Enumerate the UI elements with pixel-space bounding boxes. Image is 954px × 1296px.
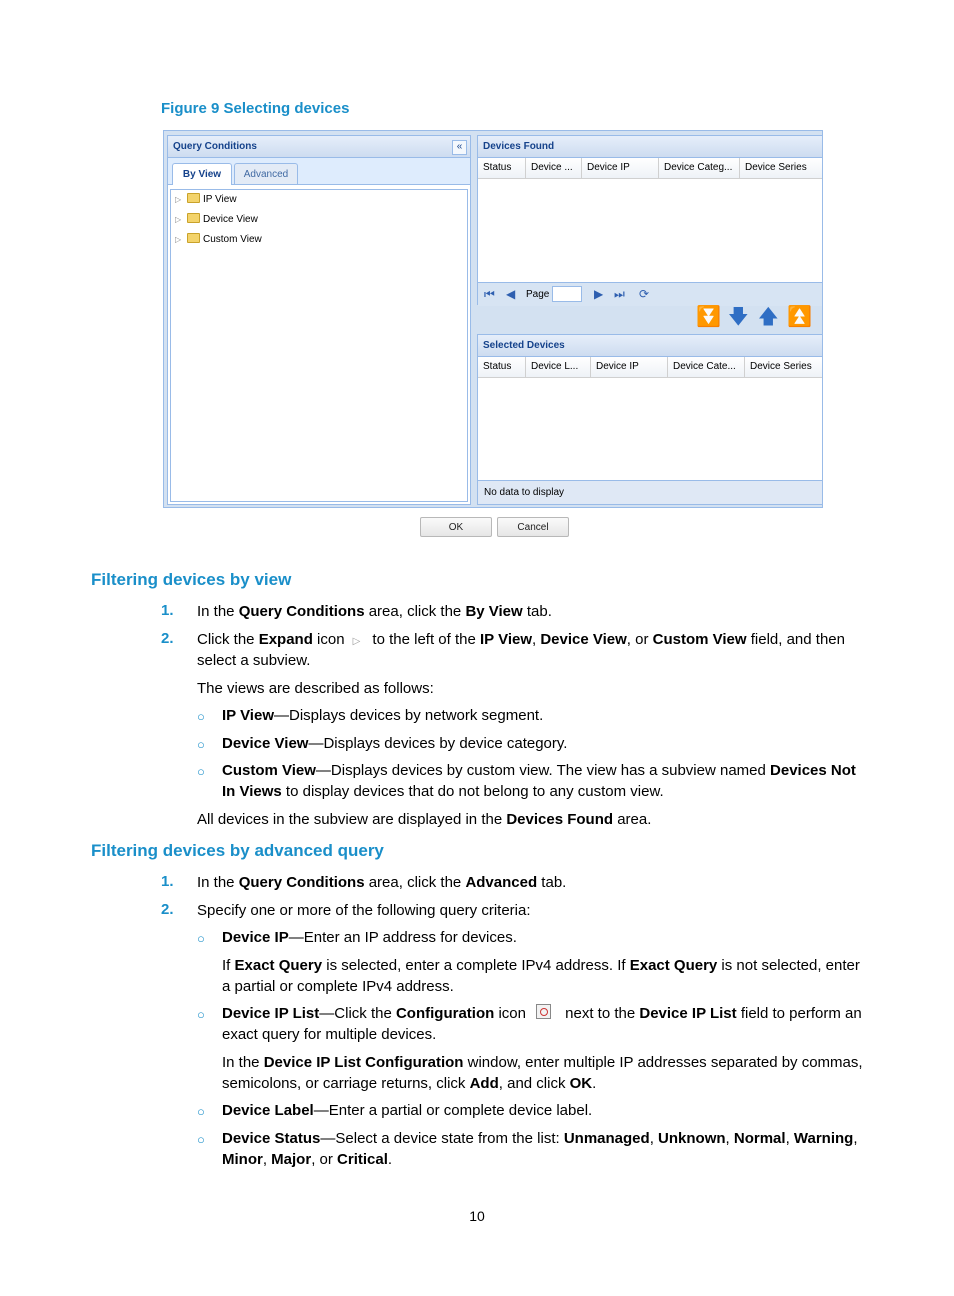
view-tree [170, 189, 468, 502]
step-number: 1. [161, 873, 174, 890]
bullet-text: Device View—Displays devices by device category. [222, 735, 568, 752]
folder-icon [187, 213, 200, 223]
first-page-icon[interactable]: ⏮ [484, 287, 495, 301]
double-chevron-left-icon[interactable]: « [452, 140, 467, 155]
step-text: Click the Expand icon ▷ to the left of the IP View, Device View, or Custom View field, and then [197, 629, 845, 652]
bullet-text-cont: exact query for multiple devices. [222, 1026, 437, 1043]
paragraph: If Exact Query is selected, enter a complete IPv4 address. If Exact Query is not selected, enter [222, 957, 860, 974]
paragraph: In the Device IP List Configuration window, enter multiple IP addresses separated by commas, [222, 1054, 863, 1071]
devices-found-panel [477, 135, 823, 305]
step-text: In the Query Conditions area, click the Advanced tab. [197, 874, 567, 891]
tree-item-device-view[interactable] [175, 212, 258, 228]
figure-caption: Figure 9 Selecting devices [161, 100, 350, 117]
bullet-icon: ○ [197, 1007, 205, 1022]
page-number: 10 [469, 1208, 485, 1224]
bullet-text: Device IP—Enter an IP address for devices. [222, 929, 517, 946]
paragraph-cont: semicolons, or carriage returns, click Add, and click OK. [222, 1075, 597, 1092]
column-header[interactable]: Device Categ... [659, 158, 740, 178]
select-devices-dialog [163, 130, 823, 508]
bullet-icon: ○ [197, 931, 205, 946]
move-down-icon[interactable]: 🡇 [728, 306, 749, 328]
query-conditions-panel [167, 135, 471, 505]
tree-item-ip-view[interactable] [175, 192, 237, 208]
expand-icon[interactable]: ▷ [175, 195, 182, 204]
move-all-down-icon[interactable]: ⏬ [696, 306, 721, 328]
bullet-text: Device Status—Select a device state from the list: Unmanaged, Unknown, Normal, Warning, [222, 1130, 858, 1147]
move-buttons-bar [476, 303, 822, 331]
column-header[interactable]: Device IP [582, 158, 659, 178]
bullet-text: Device Label—Enter a partial or complete device label. [222, 1102, 593, 1119]
column-header[interactable]: Status [478, 357, 526, 377]
paragraph: The views are described as follows: [197, 680, 434, 697]
column-header[interactable]: Device IP [591, 357, 668, 377]
page-label: Page [526, 289, 550, 300]
column-header[interactable]: Status [478, 158, 526, 178]
prev-page-icon[interactable]: ◀ [506, 287, 516, 301]
bullet-text-cont: Minor, Major, or Critical. [222, 1151, 393, 1168]
devices-found-title: Devices Found [478, 136, 822, 158]
tree-item-label: Device View [203, 214, 258, 225]
next-page-icon[interactable]: ▶ [594, 287, 604, 301]
step-text-cont: select a subview. [197, 652, 311, 669]
bullet-icon: ○ [197, 1132, 205, 1147]
tab-by-view[interactable]: By View [172, 163, 232, 185]
page-number-input[interactable] [552, 286, 582, 302]
devices-found-header [478, 158, 822, 179]
paragraph-cont: a partial or complete IPv4 address. [222, 978, 454, 995]
column-header[interactable]: Device ... [526, 158, 582, 178]
cancel-button[interactable]: Cancel [497, 517, 569, 537]
tree-item-label: Custom View [203, 234, 262, 245]
last-page-icon[interactable]: ⏭ [614, 287, 625, 301]
section-heading: Filtering devices by view [91, 570, 292, 589]
bullet-icon: ○ [197, 764, 205, 779]
folder-icon [187, 233, 200, 243]
step-number: 2. [161, 901, 174, 918]
bullet-text: IP View—Displays devices by network segment. [222, 707, 544, 724]
column-header[interactable]: Device Series [750, 361, 812, 372]
step-number: 2. [161, 630, 174, 647]
refresh-icon[interactable]: ⟳ [639, 287, 650, 301]
bullet-icon: ○ [197, 737, 205, 752]
column-header[interactable]: Device Cate... [668, 357, 745, 377]
expand-icon[interactable]: ▷ [175, 215, 182, 224]
column-header[interactable]: Device Series [745, 162, 807, 173]
bullet-icon: ○ [197, 709, 205, 724]
column-header[interactable]: Device L... [526, 357, 591, 377]
move-up-icon[interactable]: 🡅 [758, 306, 779, 328]
tree-item-custom-view[interactable] [175, 232, 262, 248]
step-text: Specify one or more of the following query criteria: [197, 902, 531, 919]
expand-icon: ▷ [352, 636, 361, 647]
section-heading: Filtering devices by advanced query [91, 841, 384, 860]
move-all-up-icon[interactable]: ⏫ [787, 306, 812, 328]
bullet-icon: ○ [197, 1104, 205, 1119]
tree-item-label: IP View [203, 194, 237, 205]
query-conditions-title: Query Conditions [168, 136, 470, 158]
step-text: In the Query Conditions area, click the By View tab. [197, 603, 552, 620]
bullet-text: Custom View—Displays devices by custom view. The view has a subview named Devices Not [222, 762, 856, 779]
configuration-icon [536, 1004, 551, 1019]
tab-advanced[interactable]: Advanced [234, 163, 298, 184]
paragraph: All devices in the subview are displayed in the Devices Found area. [197, 811, 652, 828]
ok-button[interactable]: OK [420, 517, 492, 537]
selected-devices-status: No data to display [478, 480, 822, 504]
selected-devices-header [478, 357, 822, 378]
selected-devices-panel [477, 334, 823, 505]
expand-icon[interactable]: ▷ [175, 235, 182, 244]
bullet-text: Device IP List—Click the Configuration icon next to the Device IP List field to perform an [222, 1005, 862, 1022]
query-tabs [168, 158, 470, 185]
bullet-text-cont: In Views to display devices that do not belong to any custom view. [222, 783, 664, 800]
step-number: 1. [161, 602, 174, 619]
selected-devices-title: Selected Devices [478, 335, 822, 357]
folder-icon [187, 193, 200, 203]
